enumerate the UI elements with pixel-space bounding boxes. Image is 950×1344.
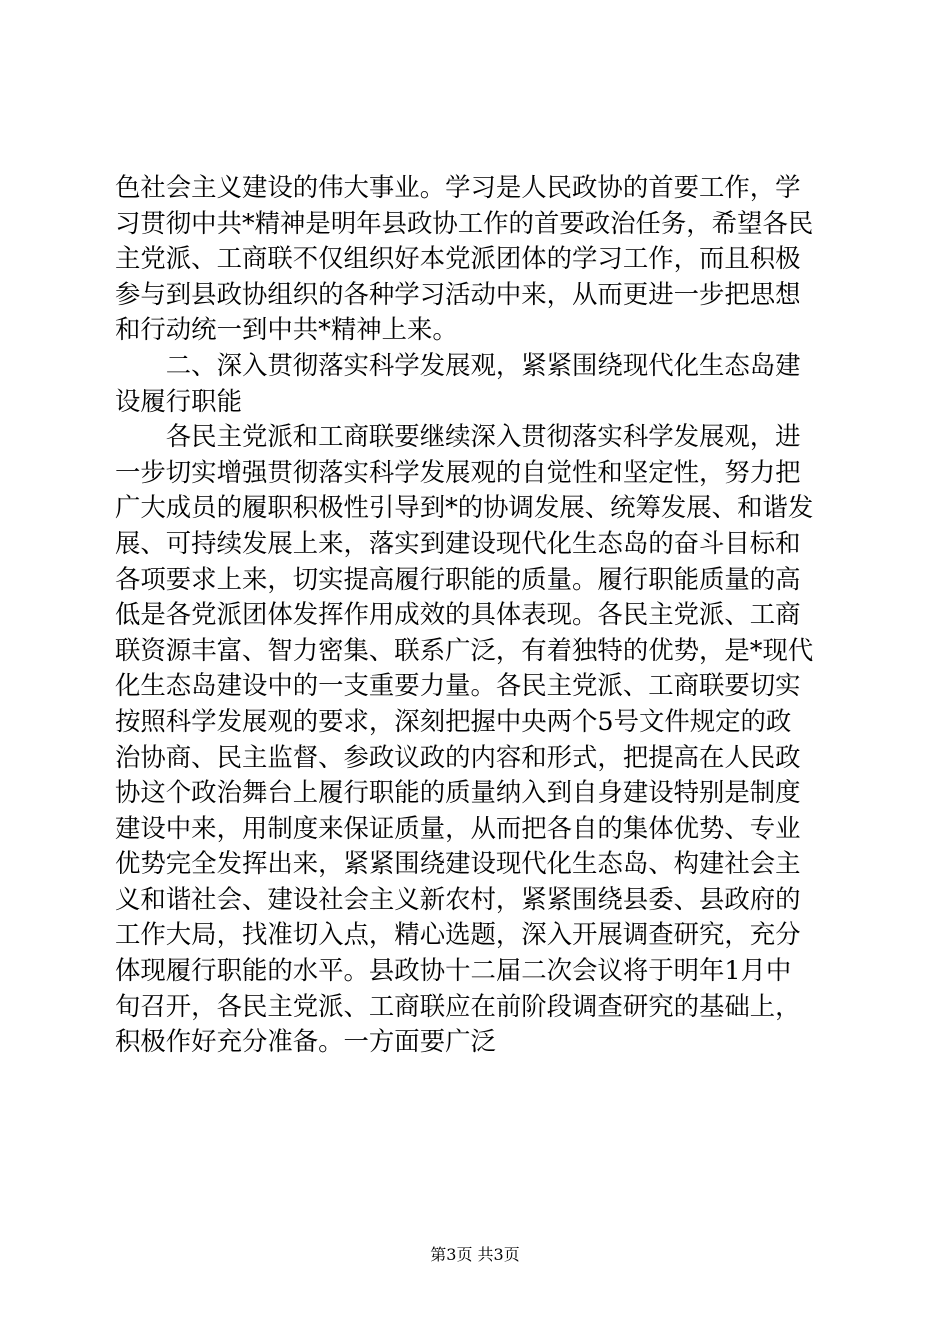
text-line: 协这个政治舞台上履行职能的质量纳入到自身建设特别是制度: [115, 777, 801, 808]
text-line: 体现履行职能的水平。县政协十二届二次会议将于明年1月中: [115, 955, 792, 986]
text-line: 各项要求上来，切实提高履行职能的质量。履行职能质量的高: [115, 563, 801, 594]
text-line: 习贯彻中共*精神是明年县政协工作的首要政治任务，希望各民: [115, 207, 814, 238]
text-line: 各民主党派和工商联要继续深入贯彻落实科学发展观，进: [115, 421, 801, 452]
text-line: 展、可持续发展上来，落实到建设现代化生态岛的奋斗目标和: [115, 527, 801, 558]
section-heading-line: 设履行职能: [115, 385, 242, 416]
text-line: 按照科学发展观的要求，深刻把握中央两个5号文件规定的政: [115, 705, 792, 736]
section-heading-line: 二、深入贯彻落实科学发展观，紧紧围绕现代化生态岛建: [115, 349, 801, 380]
text-line: 义和谐社会、建设社会主义新农村，紧紧围绕县委、县政府的: [115, 883, 801, 914]
text-line: 工作大局，找准切入点，精心选题，深入开展调查研究，充分: [115, 919, 801, 950]
text-line: 低是各党派团体发挥作用成效的具体表现。各民主党派、工商: [115, 599, 801, 630]
text-line: 参与到县政协组织的各种学习活动中来，从而更进一步把思想: [115, 278, 801, 309]
page-number-label: 第3页 共3页: [430, 1245, 520, 1264]
text-line: 广大成员的履职积极性引导到*的协调发展、统筹发展、和谐发: [115, 492, 814, 523]
text-line: 和行动统一到中共*精神上来。: [115, 314, 458, 345]
text-line: 优势完全发挥出来，紧紧围绕建设现代化生态岛、构建社会主: [115, 848, 801, 879]
text-line: 治协商、民主监督、参政议政的内容和形式，把提高在人民政: [115, 741, 801, 772]
body-text: [115, 170, 835, 1060]
text-line: 积极作好充分准备。一方面要广泛: [115, 1026, 496, 1057]
text-line: 旬召开，各民主党派、工商联应在前阶段调查研究的基础上，: [115, 990, 801, 1021]
text-line: 一步切实增强贯彻落实科学发展观的自觉性和坚定性，努力把: [115, 456, 801, 487]
text-line: 主党派、工商联不仅组织好本党派团体的学习工作，而且积极: [115, 243, 801, 274]
page-footer: [0, 1245, 950, 1265]
text-line: 色社会主义建设的伟大事业。学习是人民政协的首要工作，学: [115, 172, 801, 202]
text-line: 联资源丰富、智力密集、联系广泛，有着独特的优势，是*现代: [115, 634, 814, 665]
text-line: 化生态岛建设中的一支重要力量。各民主党派、工商联要切实: [115, 670, 801, 701]
text-line: 建设中来，用制度来保证质量，从而把各自的集体优势、专业: [115, 812, 801, 843]
